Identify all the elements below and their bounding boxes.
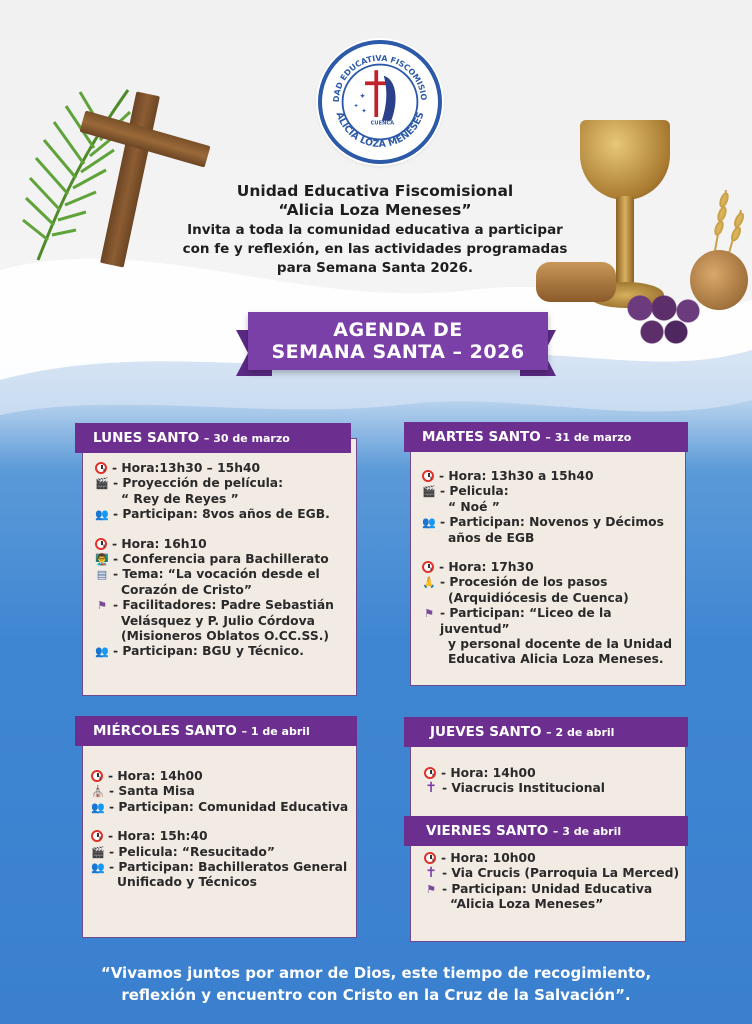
svg-text:✦: ✦: [361, 108, 367, 116]
agenda-item: [421, 591, 681, 606]
chalice-stem: [616, 196, 634, 286]
indent-spacer: [421, 591, 437, 606]
indent-spacer: [421, 531, 437, 546]
invitation-line: para Semana Santa 2026.: [276, 260, 474, 276]
clock-icon: [422, 561, 434, 573]
agenda-item-text: - Pelicula:: [440, 484, 509, 499]
agenda-item-text: - Hora:13h30 – 15h40: [112, 461, 261, 475]
agenda-item: [94, 492, 350, 507]
closing-line: reflexión y encuentro con Cristo en la Cruz de la Salvación”.: [121, 986, 631, 1004]
day-title: MIÉRCOLES SANTO: [93, 723, 237, 739]
people-icon: 👥: [422, 516, 436, 530]
agenda-banner: [248, 312, 548, 370]
day-card-body: [83, 461, 356, 660]
day-card-body: [411, 851, 685, 913]
agenda-item-text: “ Noé ”: [448, 499, 500, 514]
group-icon: ⚑: [97, 599, 107, 613]
day-card-body: [83, 769, 356, 891]
day-date: – 30 de marzo: [203, 432, 290, 445]
clock-icon: [422, 470, 434, 482]
agenda-item: [421, 575, 681, 590]
agenda-item: [94, 598, 350, 613]
intro-block: [150, 182, 600, 277]
agenda-item: [94, 552, 350, 567]
book-icon: ▤: [96, 568, 108, 582]
indent-spacer: [421, 652, 437, 667]
school-name: Unidad Educativa Fiscomisional: [236, 182, 514, 200]
indent-spacer: [90, 875, 106, 890]
day-header-jueves: [404, 717, 688, 747]
indent-spacer: [423, 897, 439, 912]
day-title: JUEVES SANTO: [430, 724, 542, 740]
agenda-item-text: (Misioneros Oblatos O.CC.SS.): [121, 629, 329, 644]
grapes-icon: [624, 290, 704, 350]
people-icon: 👥: [95, 645, 109, 659]
day-card-lunes: [82, 438, 357, 696]
agenda-item: [421, 637, 681, 652]
day-header-lunes: [75, 423, 351, 453]
clock-icon: [91, 830, 103, 842]
logo-city: CUENCA: [370, 120, 395, 127]
day-header-miercoles: [75, 716, 357, 746]
agenda-item: [90, 769, 352, 784]
film-icon: 🎬: [91, 845, 105, 859]
day-title: MARTES SANTO: [422, 429, 541, 445]
agenda-item-text: “Alicia Loza Meneses”: [450, 897, 604, 912]
agenda-item-text: - Proyección de película:: [113, 476, 284, 491]
agenda-item: [94, 583, 350, 598]
logo-ring-bottom: ALICIA LOZA MENESES: [333, 110, 427, 151]
clock-icon: [424, 852, 436, 864]
day-date: – 1 de abril: [241, 725, 310, 738]
agenda-item-text: y personal docente de la Unidad: [448, 637, 673, 652]
agenda-banner-line1: AGENDA DE: [333, 319, 463, 341]
indent-spacer: [94, 583, 110, 598]
day-date: – 3 de abril: [552, 825, 622, 838]
agenda-banner-line2: SEMANA SANTA – 2026: [271, 341, 525, 363]
agenda-item: [94, 629, 350, 644]
agenda-item-text: - Participan: Unidad Educativa: [442, 881, 653, 896]
agenda-item: [423, 866, 681, 881]
agenda-item: [94, 476, 350, 491]
agenda-item-text: - Hora: 10h00: [441, 851, 536, 865]
indent-spacer: [421, 500, 437, 515]
day-card-martes: [410, 441, 686, 686]
agenda-item-text: - Participan: Comunidad Educativa: [109, 799, 349, 814]
group-icon: ⚑: [424, 607, 434, 621]
day-header-martes: [404, 422, 688, 452]
agenda-item-text: - Hora: 17h30: [439, 560, 534, 575]
agenda-item: [421, 484, 681, 499]
agenda-item-text: - Participan: “Liceo de la juventud”: [440, 606, 612, 636]
indent-spacer: [94, 614, 110, 629]
school-patron-name: “Alicia Loza Meneses”: [278, 201, 472, 219]
people-icon: 👥: [91, 800, 105, 814]
agenda-item: [423, 851, 681, 866]
agenda-item: [90, 875, 352, 890]
indent-spacer: [94, 492, 110, 507]
day-header-viernes: [404, 816, 688, 846]
agenda-item-text: años de EGB: [448, 530, 535, 545]
agenda-item-text: - Participan: Bachilleratos General: [109, 860, 348, 875]
agenda-item-text: Velásquez y P. Julio Córdova: [121, 613, 315, 628]
clock-icon: [91, 770, 103, 782]
agenda-item-text: - Participan: Novenos y Décimos: [440, 515, 664, 530]
agenda-item-text: - Procesión de los pasos: [440, 575, 608, 590]
agenda-item: [421, 560, 681, 575]
film-icon: 🎬: [95, 477, 109, 491]
agenda-item: [421, 515, 681, 530]
film-icon: 🎬: [422, 485, 436, 499]
item-gap: [421, 546, 681, 560]
invitation-line: Invita a toda la comunidad educativa a participar: [187, 222, 563, 238]
agenda-item: [423, 766, 681, 781]
clock-icon: [95, 462, 107, 474]
agenda-item-text: - Tema: “La vocación desde el: [113, 567, 320, 582]
agenda-item-text: - Hora: 14h00: [108, 769, 203, 783]
agenda-item: [421, 652, 681, 667]
agenda-item-text: Educativa Alicia Loza Meneses.: [448, 652, 664, 667]
agenda-item-text: - Santa Misa: [109, 784, 195, 799]
agenda-item-text: - Participan: 8vos años de EGB.: [113, 507, 330, 522]
logo-ring-top: DAD EDUCATIVA FISCOMISIO: [331, 53, 429, 103]
agenda-item: [421, 531, 681, 546]
agenda-item: [423, 781, 681, 796]
group-icon: ⚑: [426, 882, 436, 896]
agenda-item-text: - Viacrucis Institucional: [442, 781, 606, 796]
priest-icon: ⛪: [91, 785, 105, 799]
agenda-item: [94, 567, 350, 582]
agenda-item-text: Unificado y Técnicos: [117, 875, 257, 890]
teacher-icon: 👨‍🏫: [95, 553, 109, 567]
day-card-body: [411, 469, 685, 668]
agenda-item-text: - Hora: 15h:40: [108, 829, 208, 844]
agenda-item: [90, 800, 352, 815]
invitation-line: con fe y reflexión, en las actividades programadas: [182, 241, 568, 257]
people-icon: 👥: [95, 508, 109, 522]
indent-spacer: [421, 637, 437, 652]
agenda-item: [421, 606, 681, 637]
praying-hands-icon: 🙏: [422, 576, 436, 590]
agenda-item: [421, 469, 681, 484]
day-date: – 2 de abril: [546, 726, 615, 739]
agenda-item: [90, 845, 352, 860]
day-date: – 31 de marzo: [545, 431, 632, 444]
school-logo: [318, 40, 442, 164]
clock-icon: [95, 538, 107, 550]
agenda-item: [94, 644, 350, 659]
agenda-item-text: “ Rey de Reyes ”: [121, 491, 239, 506]
agenda-item-text: - Hora: 14h00: [441, 766, 536, 780]
agenda-item-text: - Via Crucis (Parroquia La Merced): [442, 866, 680, 881]
cross-icon: ✝: [425, 780, 437, 797]
item-gap: [94, 523, 350, 537]
day-title: LUNES SANTO: [93, 430, 200, 446]
svg-text:✦: ✦: [353, 103, 359, 110]
agenda-item-text: - Facilitadores: Padre Sebastián: [113, 598, 334, 613]
agenda-item: [90, 829, 352, 844]
closing-quote: [60, 962, 692, 1006]
agenda-item: [94, 461, 350, 476]
agenda-item-text: - Hora: 13h30 a 15h40: [439, 469, 594, 483]
agenda-item: [90, 784, 352, 799]
day-card-miercoles: [82, 734, 357, 938]
day-card-body: [411, 766, 685, 797]
agenda-item: [421, 500, 681, 515]
agenda-item-text: - Participan: BGU y Técnico.: [113, 644, 304, 659]
agenda-item: [423, 882, 681, 897]
agenda-item: [94, 614, 350, 629]
agenda-item-text: - Conferencia para Bachillerato: [113, 552, 329, 567]
svg-text:✦: ✦: [359, 91, 366, 101]
people-icon: 👥: [91, 861, 105, 875]
agenda-item-text: (Arquidiócesis de Cuenca): [448, 590, 629, 605]
clock-icon: [424, 767, 436, 779]
closing-line: “Vivamos juntos por amor de Dios, este tiempo de recogimiento,: [100, 964, 652, 982]
item-gap: [90, 815, 352, 829]
agenda-item-text: - Hora: 16h10: [112, 536, 207, 551]
day-title: VIERNES SANTO: [426, 823, 549, 839]
agenda-item: [90, 860, 352, 875]
cross-icon: ✝: [425, 865, 437, 882]
agenda-item-text: - Pelicula: “Resucitado”: [109, 844, 275, 859]
agenda-item-text: Corazón de Cristo”: [121, 582, 252, 597]
agenda-item: [94, 537, 350, 552]
agenda-item: [423, 897, 681, 912]
agenda-item: [94, 507, 350, 522]
indent-spacer: [94, 629, 110, 644]
